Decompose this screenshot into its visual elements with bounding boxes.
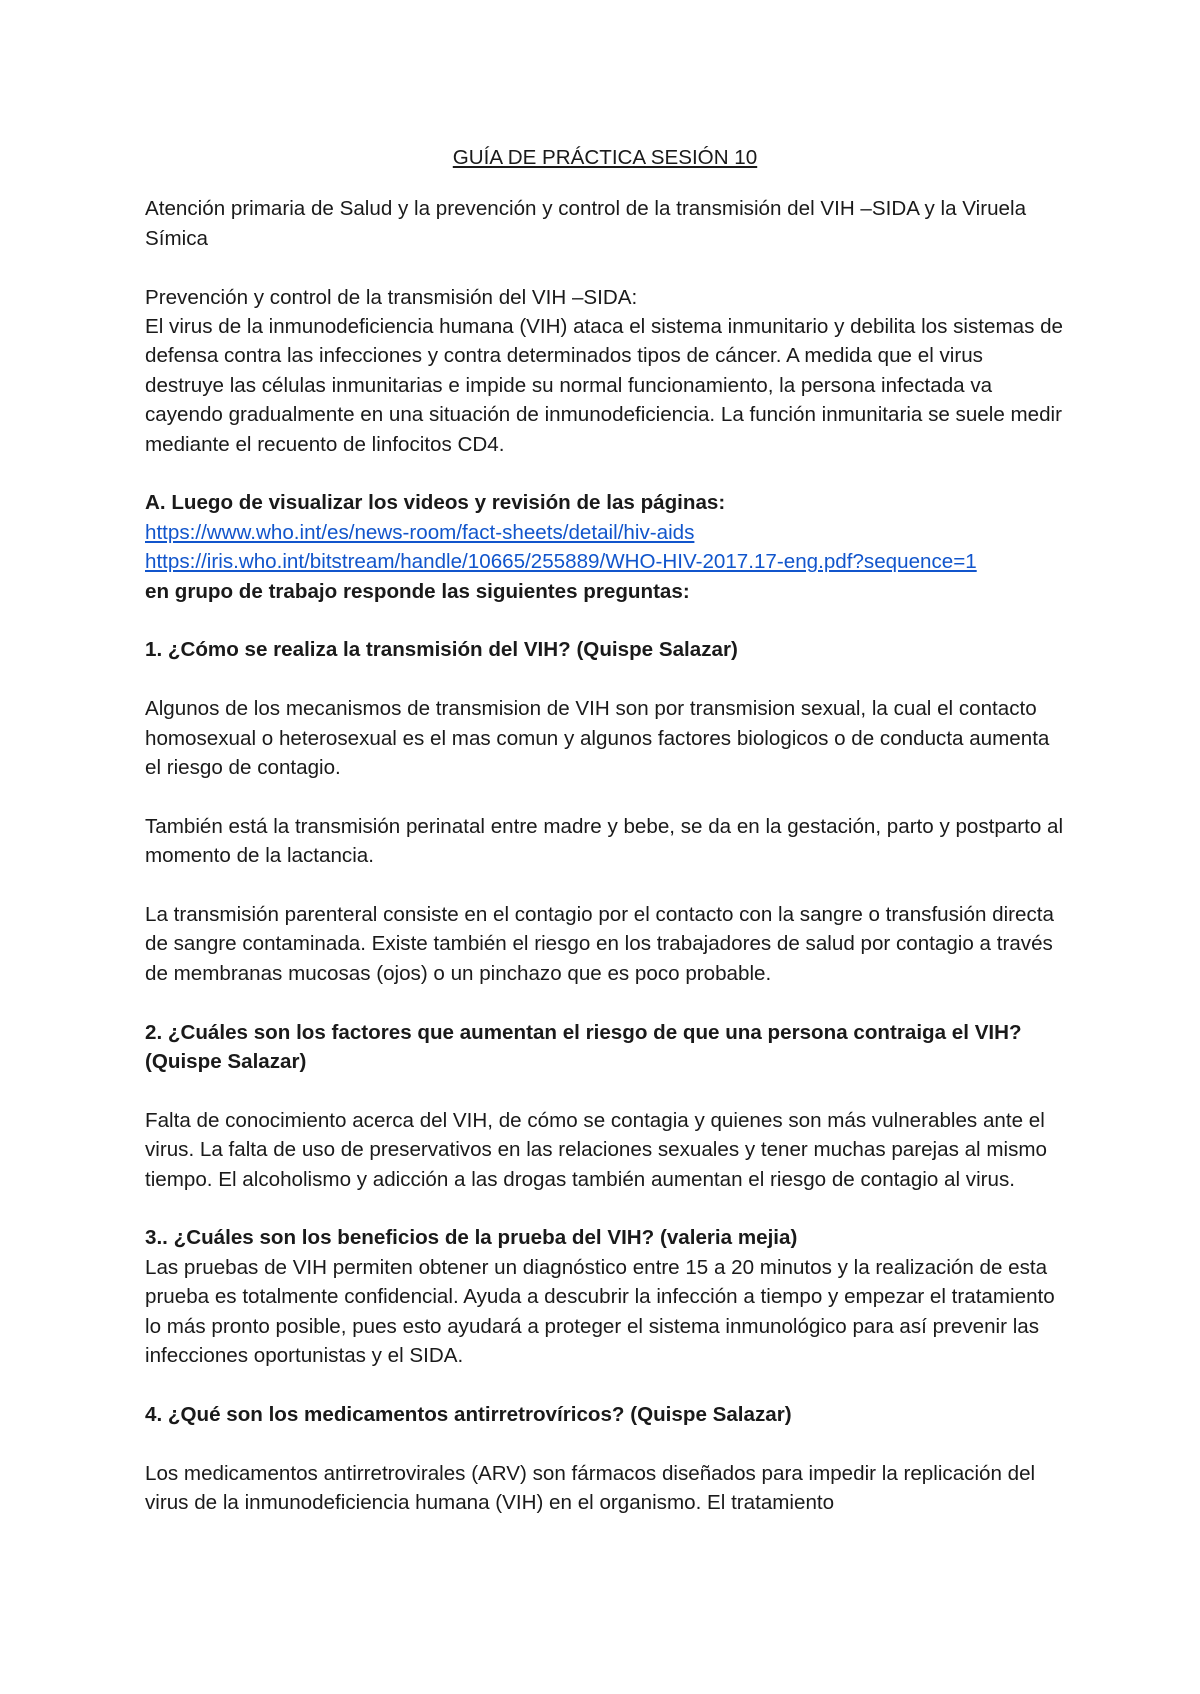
question-2-heading: 2. ¿Cuáles son los factores que aumentan el riesgo de que una persona contraiga el VIH? (Quispe Salazar) bbox=[145, 1020, 1022, 1074]
question-3-heading: 3.. ¿Cuáles son los beneficios de la prueba del VIH? (valeria mejia) bbox=[145, 1226, 798, 1250]
who-iris-pdf-link[interactable]: https://iris.who.int/bitstream/handle/10665/255889/WHO-HIV-2017.17-eng.pdf?sequence=1 bbox=[145, 550, 977, 574]
question-1-answer-3: La transmisión parenteral consiste en el contagio por el contacto con la sangre o transfusión directa de sangre contaminada. Existe también el riesgo en los trabajadores de salud por contagio a través de membranas mucosas (ojos) o un pinchazo que es poco probable. bbox=[145, 903, 1054, 985]
spacer bbox=[145, 606, 1065, 635]
spacer bbox=[145, 1076, 1065, 1105]
section-a-instruction: en grupo de trabajo responde las siguientes preguntas: bbox=[145, 579, 690, 603]
spacer bbox=[145, 988, 1065, 1017]
who-fact-sheet-link[interactable]: https://www.who.int/es/news-room/fact-sheets/detail/hiv-aids bbox=[145, 520, 695, 544]
section-a-heading: A. Luego de visualizar los videos y revisión de las páginas: bbox=[145, 491, 726, 515]
intro-heading: Prevención y control de la transmisión del VIH –SIDA: bbox=[145, 285, 638, 309]
spacer bbox=[145, 665, 1065, 694]
question-1-heading: 1. ¿Cómo se realiza la transmisión del VIH? (Quispe Salazar) bbox=[145, 638, 738, 662]
spacer bbox=[145, 1429, 1065, 1458]
intro-paragraph: El virus de la inmunodeficiencia humana (VIH) ataca el sistema inmunitario y debilita los sistemas de defensa contra las infecciones y contra determinados tipos de cáncer. A medida que el virus destruye las células inmunitarias e impide su normal funcionamiento, la persona infectada va cayendo gradualmente en una situación de inmunodeficiencia. La función inmunitaria se suele medir mediante el recuento de linfocitos CD4. bbox=[145, 315, 1063, 456]
question-1-answer-2: También está la transmisión perinatal entre madre y bebe, se da en la gestación, parto y postparto al momento de la lactancia. bbox=[145, 814, 1064, 868]
spacer bbox=[145, 782, 1065, 811]
spacer bbox=[145, 459, 1065, 488]
document-title: GUÍA DE PRÁCTICA SESIÓN 10 bbox=[452, 146, 758, 169]
spacer bbox=[145, 1371, 1065, 1400]
spacer bbox=[145, 1194, 1065, 1223]
spacer bbox=[145, 871, 1065, 900]
document-subtitle: Atención primaria de Salud y la prevención y control de la transmisión del VIH –SIDA y la Viruela Símica bbox=[145, 197, 1027, 250]
question-1-answer-1: Algunos de los mecanismos de transmision de VIH son por transmision sexual, la cual el contacto homosexual o heterosexual es el mas comun y algunos factores biologicos o de conducta aumenta el riesgo de contagio. bbox=[145, 697, 1050, 780]
spacer bbox=[145, 253, 1065, 282]
question-4-heading: 4. ¿Qué son los medicamentos antirretrovíricos? (Quispe Salazar) bbox=[145, 1402, 792, 1426]
document-page bbox=[145, 143, 1065, 1518]
question-3-answer: Las pruebas de VIH permiten obtener un diagnóstico entre 15 a 20 minutos y la realización de esta prueba es totalmente confidencial. Ayuda a descubrir la infección a tiempo y empezar el tratamiento lo más pronto posible, pues esto ayudará a proteger el sistema inmunológico para así prevenir las infecciones oportunistas y el SIDA. bbox=[145, 1255, 1055, 1368]
question-4-answer: Los medicamentos antirretrovirales (ARV) son fármacos diseñados para impedir la replicación del virus de la inmunodeficiencia humana (VIH) en el organismo. El tratamiento bbox=[145, 1461, 1036, 1515]
question-2-answer: Falta de conocimiento acerca del VIH, de cómo se contagia y quienes son más vulnerables ante el virus. La falta de uso de preservativos en las relaciones sexuales y tener muchas parejas al mismo tiempo. El alcoholismo y adicción a las drogas también aumentan el riesgo de contagio al virus. bbox=[145, 1108, 1047, 1191]
